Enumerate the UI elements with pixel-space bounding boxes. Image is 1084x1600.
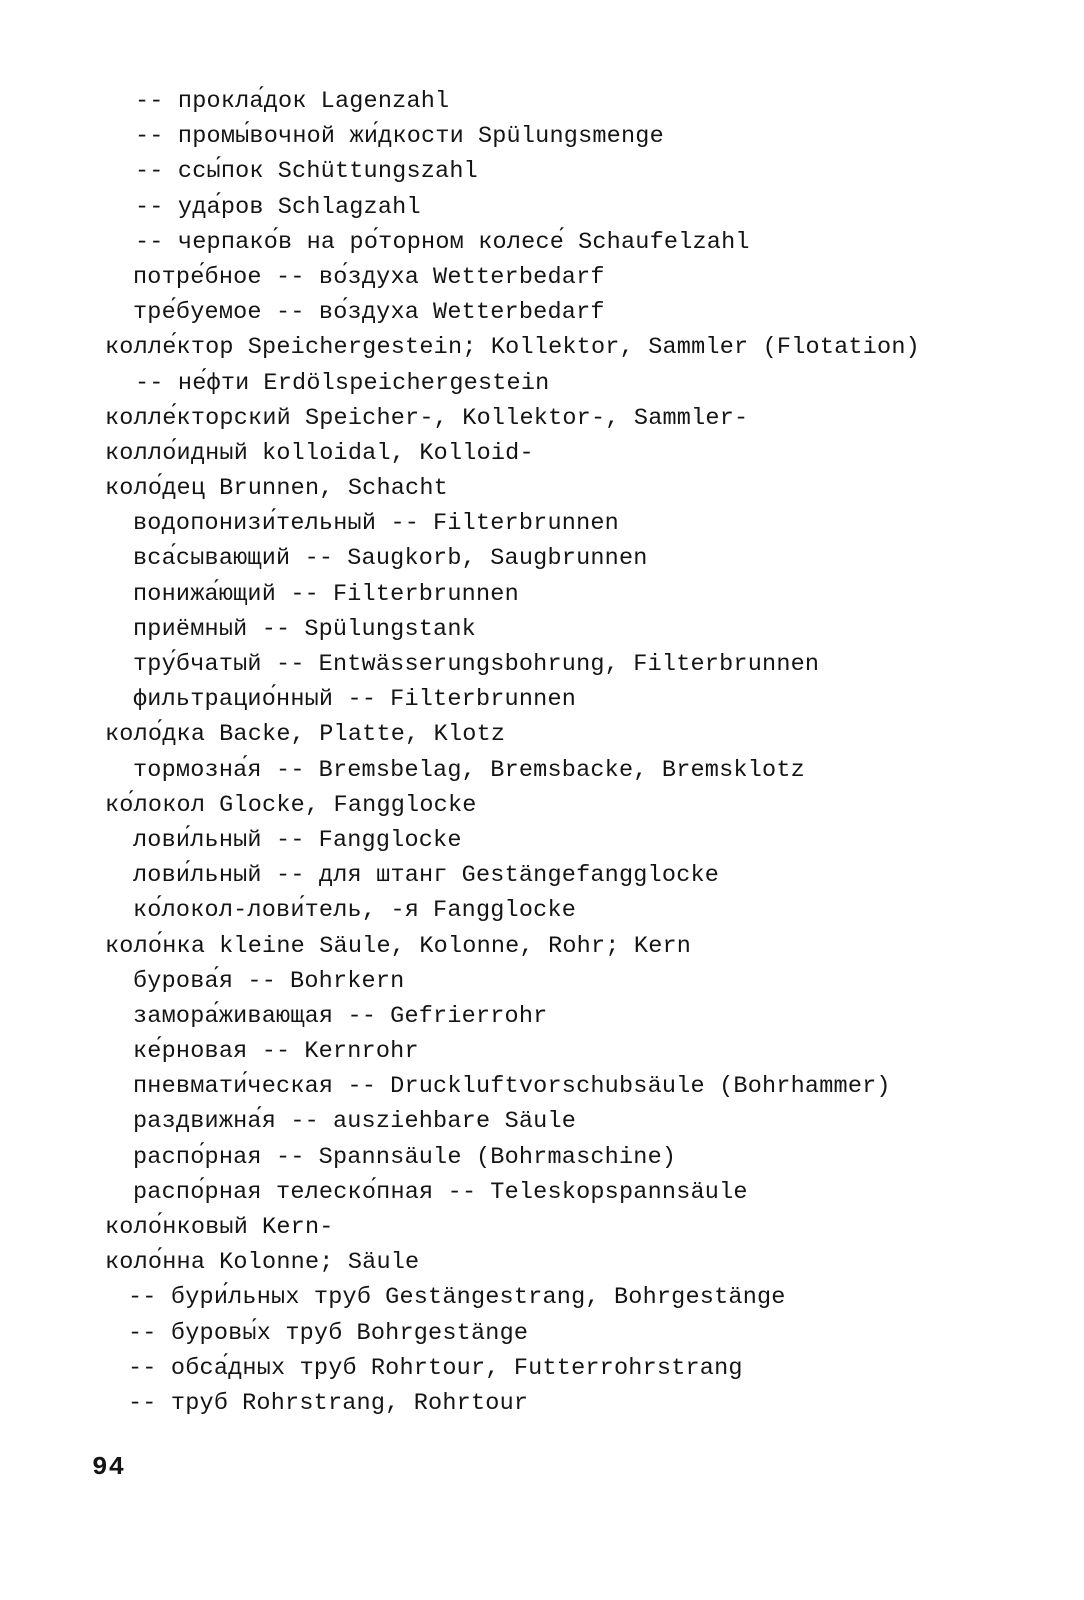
russian-term: ко́локол-лови́тель, -я — [133, 897, 420, 925]
sub-entry — [0, 682, 1084, 717]
german-translation: Kolonne; Säule — [219, 1249, 420, 1277]
german-translation: Spannsäule (Bohrmaschine) — [318, 1143, 677, 1171]
russian-term: коло́дка — [105, 721, 206, 749]
sub-entry — [0, 366, 1084, 401]
russian-term: колло́идный — [105, 439, 249, 467]
russian-term: -- ссы́пок — [135, 158, 264, 186]
german-translation: Erdölspeichergestein — [263, 369, 550, 397]
sub-entry — [0, 647, 1084, 682]
russian-term: пневмати́ческая -- — [133, 1073, 377, 1101]
german-translation: Gestängestrang, Bohrgestänge — [385, 1284, 786, 1312]
sub-entry — [0, 893, 1084, 928]
russian-term: лови́льный -- для штанг — [133, 862, 448, 890]
sub-entry — [0, 612, 1084, 647]
german-translation: Wetterbedarf — [433, 299, 605, 327]
sub-entry — [0, 753, 1084, 788]
sub-entry — [0, 964, 1084, 999]
german-translation: Speichergestein; Kollektor, Sammler (Flotation) — [247, 334, 920, 362]
sub-entry — [0, 1069, 1084, 1104]
page-number: 94 — [92, 1452, 126, 1482]
russian-term: понижа́ющий -- — [133, 580, 319, 608]
german-translation: Schaufelzahl — [578, 228, 750, 256]
headword-entry — [0, 1245, 1084, 1280]
headword-entry — [0, 471, 1084, 506]
german-translation: Bohrkern — [290, 967, 405, 995]
german-translation: Filterbrunnen — [433, 510, 619, 538]
russian-term: -- буровы́х труб — [128, 1319, 343, 1347]
german-translation: Kernrohr — [304, 1038, 419, 1066]
russian-term: коло́нка — [105, 932, 206, 960]
german-translation: Kern- — [262, 1214, 334, 1241]
sub-entry — [0, 84, 1084, 119]
german-translation: Fangglocke — [433, 897, 577, 925]
sub-entry — [0, 260, 1084, 295]
sub-entry — [0, 1104, 1084, 1139]
german-translation: Fangglocke — [318, 826, 462, 854]
russian-term: колле́ктор — [105, 334, 234, 362]
german-translation: Speicher-, Kollektor-, Sammler- — [304, 404, 749, 432]
german-translation: Spülungstank — [304, 615, 476, 643]
sub-entry — [0, 1351, 1084, 1386]
headword-entry — [0, 1210, 1084, 1245]
german-translation: Lagenzahl — [320, 88, 450, 115]
sub-entry — [0, 823, 1084, 858]
headword-entry — [0, 717, 1084, 752]
sub-entry — [0, 577, 1084, 612]
headword-entry — [0, 929, 1084, 964]
sub-entry — [0, 1034, 1084, 1069]
russian-term: тру́бчатый -- — [133, 651, 305, 678]
sub-entry — [0, 1175, 1084, 1210]
headword-entry — [0, 436, 1084, 471]
sub-entry — [0, 295, 1084, 330]
sub-entry — [0, 1316, 1084, 1351]
german-translation: Bohrgestänge — [356, 1319, 529, 1347]
german-translation: Gefrierrohr — [390, 1002, 548, 1030]
russian-term: -- не́фти — [135, 369, 250, 397]
german-translation: Bremsbelag, Bremsbacke, Bremsklotz — [318, 756, 805, 784]
german-translation: Wetterbedarf — [433, 263, 605, 291]
headword-entry — [0, 788, 1084, 823]
german-translation: kleine Säule, Kolonne, Rohr; Kern — [219, 932, 692, 960]
russian-term: коло́дец — [105, 475, 206, 503]
russian-term: -- бури́льных труб — [128, 1284, 372, 1312]
russian-term: замора́живающая -- — [133, 1002, 377, 1030]
sub-entry — [0, 190, 1084, 225]
german-translation: Backe, Platte, Klotz — [219, 721, 506, 749]
russian-term: -- прокла́док — [135, 88, 307, 115]
german-translation: Schüttungszahl — [277, 158, 478, 186]
german-translation: Gestängefangglocke — [461, 862, 720, 890]
german-translation: Teleskopspannsäule — [490, 1178, 748, 1206]
headword-entry — [0, 401, 1084, 436]
russian-term: приёмный -- — [133, 615, 291, 643]
german-translation: Schlagzahl — [277, 193, 421, 221]
dictionary-entries — [0, 84, 1084, 1421]
russian-term: -- труб — [128, 1389, 229, 1417]
sub-entry — [0, 1386, 1084, 1421]
german-translation: Druckluftvorschubsäule (Bohrhammer) — [390, 1073, 891, 1101]
german-translation: Filterbrunnen — [390, 686, 577, 714]
german-translation: Saugkorb, Saugbrunnen — [347, 545, 648, 573]
russian-term: водопонизи́тельный -- — [133, 510, 420, 538]
russian-term: коло́нковый — [105, 1214, 249, 1241]
russian-term: распо́рная -- — [133, 1143, 305, 1171]
sub-entry — [0, 1140, 1084, 1175]
russian-term: тормозна́я -- — [133, 756, 305, 784]
russian-term: вса́сывающий -- — [133, 545, 334, 573]
russian-term: ке́рновая -- — [133, 1038, 291, 1066]
russian-term: -- промы́вочной жи́дкости — [135, 123, 464, 151]
sub-entry — [0, 154, 1084, 189]
russian-term: лови́льный -- — [133, 826, 305, 854]
russian-term: тре́буемое -- во́здуха — [133, 299, 420, 327]
russian-term: колле́кторский — [105, 404, 291, 432]
russian-term: распо́рная телеско́пная -- — [133, 1178, 477, 1206]
sub-entry — [0, 225, 1084, 260]
german-translation: Brunnen, Schacht — [219, 475, 448, 503]
headword-entry — [0, 330, 1084, 365]
german-translation: Entwässerungsbohrung, Filterbrunnen — [318, 651, 820, 678]
sub-entry — [0, 999, 1084, 1034]
sub-entry — [0, 1280, 1084, 1315]
german-translation: Spülungsmenge — [477, 123, 664, 151]
russian-term: потре́бное -- во́здуха — [133, 263, 420, 291]
russian-term: ко́локол — [105, 791, 206, 819]
german-translation: kolloidal, Kolloid- — [262, 439, 534, 467]
sub-entry — [0, 506, 1084, 541]
russian-term: -- обса́дных труб — [128, 1354, 357, 1382]
german-translation: Rohrstrang, Rohrtour — [242, 1389, 529, 1417]
russian-term: коло́нна — [105, 1249, 206, 1277]
russian-term: -- уда́ров — [135, 193, 264, 221]
russian-term: -- черпако́в на ро́торном колесе́ — [135, 228, 565, 256]
russian-term: раздвижна́я -- — [133, 1108, 319, 1136]
german-translation: ausziehbare Säule — [332, 1108, 577, 1136]
sub-entry — [0, 119, 1084, 154]
german-translation: Filterbrunnen — [332, 580, 519, 608]
german-translation: Glocke, Fangglocke — [219, 791, 477, 819]
sub-entry — [0, 541, 1084, 576]
german-translation: Rohrtour, Futterrohrstrang — [370, 1354, 743, 1382]
russian-term: бурова́я -- — [133, 967, 277, 995]
russian-term: фильтрацио́нный -- — [133, 686, 377, 714]
sub-entry — [0, 858, 1084, 893]
